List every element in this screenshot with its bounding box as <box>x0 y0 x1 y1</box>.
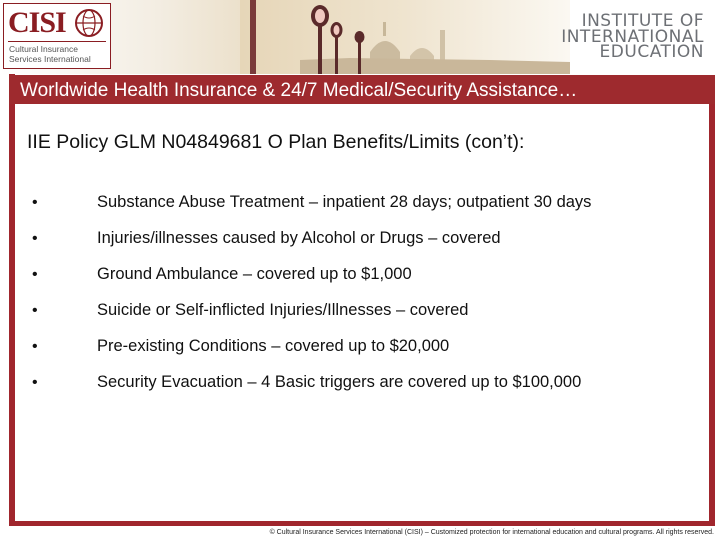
venice-skyline-image <box>240 0 570 74</box>
bullet-glyph: • <box>32 266 38 283</box>
header-banner <box>0 0 720 74</box>
bullet-glyph: • <box>32 230 38 247</box>
copyright-footer: © Cultural Insurance Services International (CISI) – Customized protection for international education and cultural programs. All rights reserved. <box>269 529 714 536</box>
cisi-logo-subtitle: Cultural Insurance Services International <box>9 44 91 64</box>
cisi-logo <box>3 3 111 69</box>
benefit-item: Substance Abuse Treatment – inpatient 28 days; outpatient 30 days <box>97 193 592 211</box>
iie-logo-line: EDUCATION <box>599 42 704 62</box>
frame-right-border <box>709 102 715 526</box>
iie-logo <box>561 11 704 62</box>
bullet-glyph: • <box>32 374 38 391</box>
cisi-logo-mark: CISI <box>8 6 66 39</box>
frame-bottom-border <box>9 521 715 526</box>
cisi-logo-rule <box>8 41 106 42</box>
slide-title: Worldwide Health Insurance & 24/7 Medical/Security Assistance… <box>20 80 578 101</box>
iie-logo-line: INTERNATIONAL <box>561 26 704 47</box>
bullet-glyph: • <box>32 302 38 319</box>
benefit-item: Security Evacuation – 4 Basic triggers are covered up to $100,000 <box>97 373 582 391</box>
frame-left-border <box>9 74 15 526</box>
benefit-item: Pre-existing Conditions – covered up to $20,000 <box>97 337 450 355</box>
benefit-item: Injuries/illnesses caused by Alcohol or Drugs – covered <box>97 229 501 247</box>
policy-heading: IIE Policy GLM N04849681 O Plan Benefits/Limits (con’t): <box>27 131 525 153</box>
bullet-glyph: • <box>32 338 38 355</box>
bullet-glyph: • <box>32 194 38 211</box>
benefit-item: Suicide or Self-inflicted Injuries/Illnesses – covered <box>97 301 469 319</box>
globe-icon <box>74 8 104 38</box>
iie-logo-line: INSTITUTE OF <box>581 11 704 31</box>
benefit-item: Ground Ambulance – covered up to $1,000 <box>97 265 412 283</box>
